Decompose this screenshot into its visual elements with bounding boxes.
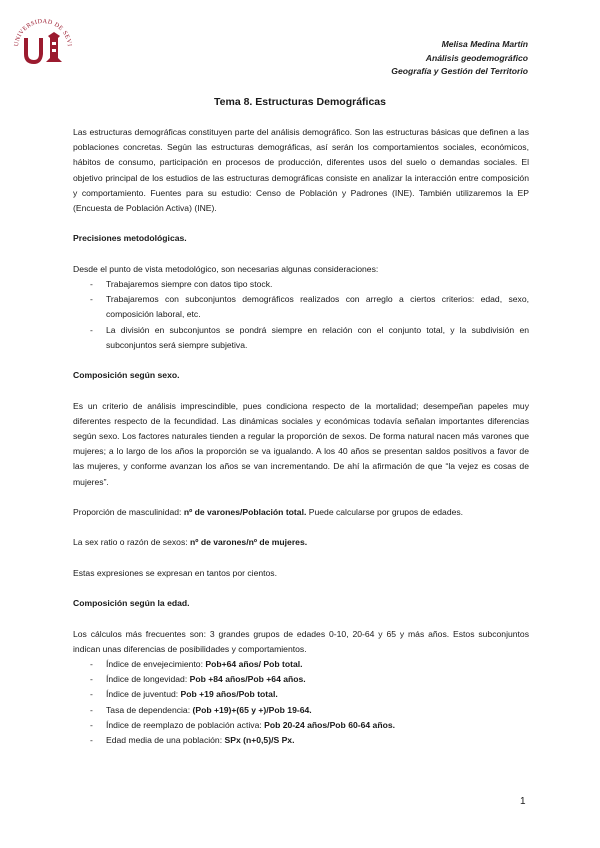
section-heading-sex: Composición según sexo. — [73, 370, 180, 381]
list-item: - Trabajaremos con subconjuntos demográficos realizados con arreglo a ciertos criterios: edad, sexo, composición laboral, etc. — [90, 294, 529, 320]
author-name: Melisa Medina Martín — [441, 39, 528, 49]
list-item: - La división en subconjuntos se pondrá siempre en relación con el conjunto total, y la subdivisión en subconjuntos será siempre subjetiva. — [90, 324, 529, 350]
intro-paragraph: Las estructuras demográficas constituyen parte del análisis demográfico. Son las estructuras básicas que definen a las poblaciones concretas. Según las estructuras demográficas, así serán los comportamientos sociales, económicos, hábitos de consumo, participación en procesos de producción, diferentes usos del suelo o demandas sociales. El objetivo principal de los estudios de las estructuras demográficas consiste en analizar la interacción entre composición y comportamiento. Fuentes para su estudio: Censo de Población y Padrones (INE). También utilizaremos la EP (Encuesta de Población Activa) (INE). — [73, 127, 529, 214]
sex-paragraph: Es un criterio de análisis imprescindible, pues condiciona respecto de la mortalidad; desempeñan papeles muy diferentes respecto de la fecundidad. Las dinámicas sociales y económicas todavía señalan importantes diferencias según sexo. Los factores naturales tienden a regular la proporción de sexos. De forma natural nacen más varones que mujeres; a lo largo de los años la proporción se va igualando. A los 40 años se presentan saldos positivos a favor de las mujeres, y conforme avanzan los años se van incrementando. De ahí la afirmación de que “la vejez es cosas de mujeres”. — [73, 400, 529, 487]
header-author-block — [391, 38, 528, 79]
page-number: 1 — [520, 796, 526, 807]
section-heading-age: Composición según la edad. — [73, 598, 190, 609]
percent-note: Estas expresiones se expresan en tantos por cientos. — [73, 567, 277, 578]
list-item: - Índice de reemplazo de población activa: Pob 20-24 años/Pob 60-64 años. — [90, 719, 396, 730]
masculinity-definition: Proporción de masculinidad: nº de varones/Población total. Puede calcularse por grupos de edades. — [73, 507, 464, 517]
age-index-list — [73, 657, 529, 748]
list-item: - Edad media de una población: SPx (n+0,5)/S Px. — [90, 734, 295, 745]
list-item: - Tasa de dependencia: (Pob +19)+(65 y +)/Pob 19-64. — [90, 704, 312, 715]
list-item: - Índice de envejecimiento: Pob+64 años/ Pob total. — [90, 658, 303, 669]
sex-ratio-definition: La sex ratio o razón de sexos: nº de varones/nº de mujeres. — [73, 537, 308, 548]
seal-icon — [10, 8, 76, 74]
methodology-list — [73, 277, 529, 353]
course-name: Análisis geodemográfico — [425, 52, 528, 63]
degree-name: Geografía y Gestión del Territorio — [391, 66, 528, 76]
age-paragraph: Los cálculos más frecuentes son: 3 grandes grupos de edades 0-10, 20-64 y 65 y más años. Estos subconjuntos indican unas diferencias de posibilidades y comportamientos. — [73, 628, 529, 654]
list-item: - Índice de juventud: Pob +19 años/Pob total. — [90, 689, 278, 700]
university-logo — [10, 8, 76, 74]
section-heading-methodology: Precisiones metodológicas. — [73, 233, 187, 244]
svg-text:UNIVERSIDAD DE SEVILLA: UNIVERSIDAD DE SEVI — [12, 17, 73, 47]
document-body — [73, 125, 529, 748]
list-item: - Índice de longevidad: Pob +84 años/Pob +64 años. — [90, 674, 306, 685]
methodology-lead: Desde el punto de vista metodológico, son necesarias algunas consideraciones: — [73, 263, 379, 274]
page-title: Tema 8. Estructuras Demográficas — [214, 96, 386, 108]
list-item: - Trabajaremos siempre con datos tipo stock. — [90, 279, 273, 289]
